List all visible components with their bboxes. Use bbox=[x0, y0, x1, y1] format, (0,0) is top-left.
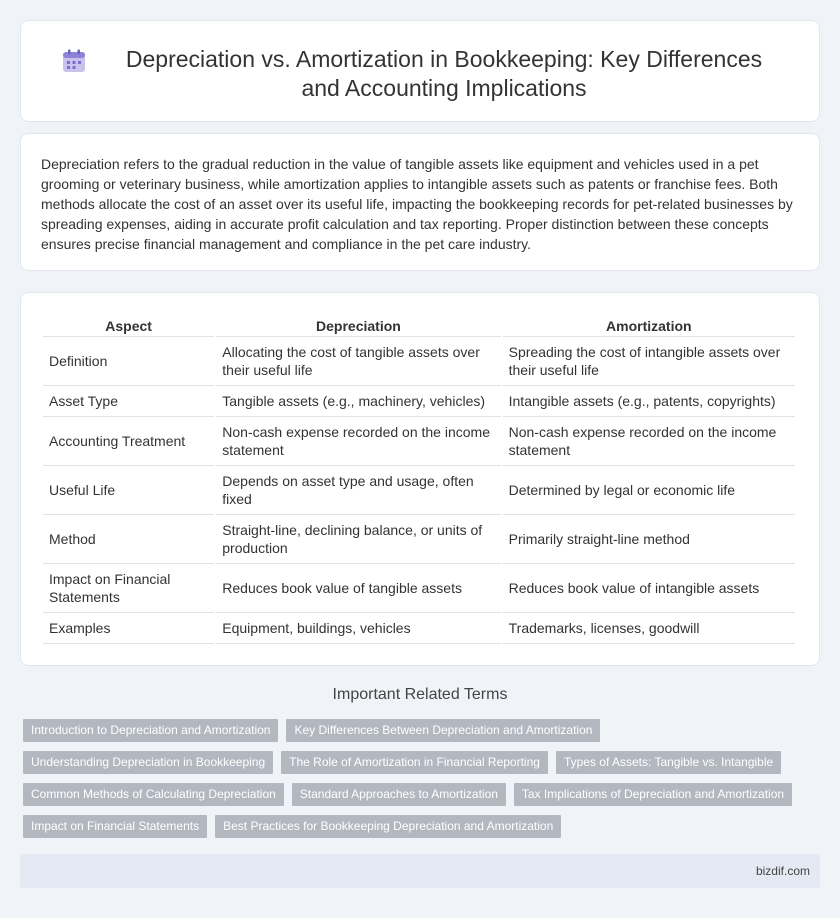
table-cell: Trademarks, licenses, goodwill bbox=[503, 613, 795, 644]
table-cell: Useful Life bbox=[43, 466, 214, 515]
related-term-tag[interactable]: Key Differences Between Depreciation and Amortization bbox=[286, 719, 600, 742]
table-cell: Non-cash expense recorded on the income statement bbox=[216, 417, 500, 466]
table-row bbox=[43, 337, 795, 386]
tag-row bbox=[23, 719, 823, 742]
tag-row bbox=[23, 751, 823, 774]
table-cell: Primarily straight-line method bbox=[503, 515, 795, 564]
comparison-table-card bbox=[20, 292, 820, 666]
table-row bbox=[43, 417, 795, 466]
table-cell: Method bbox=[43, 515, 214, 564]
related-term-tag[interactable]: The Role of Amortization in Financial Reporting bbox=[281, 751, 548, 774]
table-row bbox=[43, 613, 795, 644]
related-term-tag[interactable]: Impact on Financial Statements bbox=[23, 815, 207, 838]
calendar-icon bbox=[61, 48, 87, 74]
table-cell: Tangible assets (e.g., machinery, vehicles) bbox=[216, 386, 500, 417]
related-term-tag[interactable]: Understanding Depreciation in Bookkeeping bbox=[23, 751, 273, 774]
header-card bbox=[20, 20, 820, 122]
footer bbox=[20, 854, 820, 888]
table-row bbox=[43, 466, 795, 515]
table-row bbox=[43, 386, 795, 417]
table-cell: Depends on asset type and usage, often fixed bbox=[216, 466, 500, 515]
related-terms-list bbox=[23, 719, 823, 847]
table-cell: Intangible assets (e.g., patents, copyrights) bbox=[503, 386, 795, 417]
table-cell: Straight-line, declining balance, or units of production bbox=[216, 515, 500, 564]
related-terms-heading: Important Related Terms bbox=[332, 686, 508, 703]
table-cell: Examples bbox=[43, 613, 214, 644]
tag-row bbox=[23, 783, 823, 806]
table-cell: Determined by legal or economic life bbox=[503, 466, 795, 515]
table-cell: Asset Type bbox=[43, 386, 214, 417]
table-cell: Non-cash expense recorded on the income statement bbox=[503, 417, 795, 466]
column-header-depreciation: Depreciation bbox=[216, 315, 500, 337]
related-term-tag[interactable]: Standard Approaches to Amortization bbox=[292, 783, 506, 806]
intro-paragraph: Depreciation refers to the gradual reduction in the value of tangible assets like equipment and vehicles used in a pet grooming or veterinary business, while amortization applies to intangible assets such as patents or franchise fees. Both methods allocate the cost of an asset over its useful life, impacting the bookkeeping records for pet-related businesses by spreading expenses, aiding in accurate profit calculation and tax reporting. Proper distinction between these concepts ensures precise financial management and compliance in the pet care industry. bbox=[41, 156, 793, 252]
table-row bbox=[43, 564, 795, 613]
comparison-table bbox=[41, 315, 797, 644]
table-cell: Allocating the cost of tangible assets over their useful life bbox=[216, 337, 500, 386]
related-term-tag[interactable]: Common Methods of Calculating Depreciation bbox=[23, 783, 284, 806]
page-title: Depreciation vs. Amortization in Bookkeeping: Key Differences and Accounting Implications bbox=[125, 46, 763, 101]
related-term-tag[interactable]: Best Practices for Bookkeeping Depreciation and Amortization bbox=[215, 815, 561, 838]
table-cell: Equipment, buildings, vehicles bbox=[216, 613, 500, 644]
table-cell: Accounting Treatment bbox=[43, 417, 214, 466]
table-cell: Impact on Financial Statements bbox=[43, 564, 214, 613]
table-cell: Spreading the cost of intangible assets over their useful life bbox=[503, 337, 795, 386]
column-header-aspect: Aspect bbox=[43, 315, 214, 337]
table-cell: Reduces book value of tangible assets bbox=[216, 564, 500, 613]
table-cell: Reduces book value of intangible assets bbox=[503, 564, 795, 613]
footer-site-link[interactable]: bizdif.com bbox=[755, 864, 810, 878]
related-term-tag[interactable]: Tax Implications of Depreciation and Amortization bbox=[514, 783, 792, 806]
table-header-row bbox=[43, 315, 795, 337]
related-term-tag[interactable]: Types of Assets: Tangible vs. Intangible bbox=[556, 751, 781, 774]
title-row bbox=[21, 21, 819, 103]
column-header-amortization: Amortization bbox=[503, 315, 795, 337]
intro-card bbox=[20, 133, 820, 271]
related-term-tag[interactable]: Introduction to Depreciation and Amortization bbox=[23, 719, 278, 742]
table-row bbox=[43, 515, 795, 564]
tag-row bbox=[23, 815, 823, 838]
table-cell: Definition bbox=[43, 337, 214, 386]
